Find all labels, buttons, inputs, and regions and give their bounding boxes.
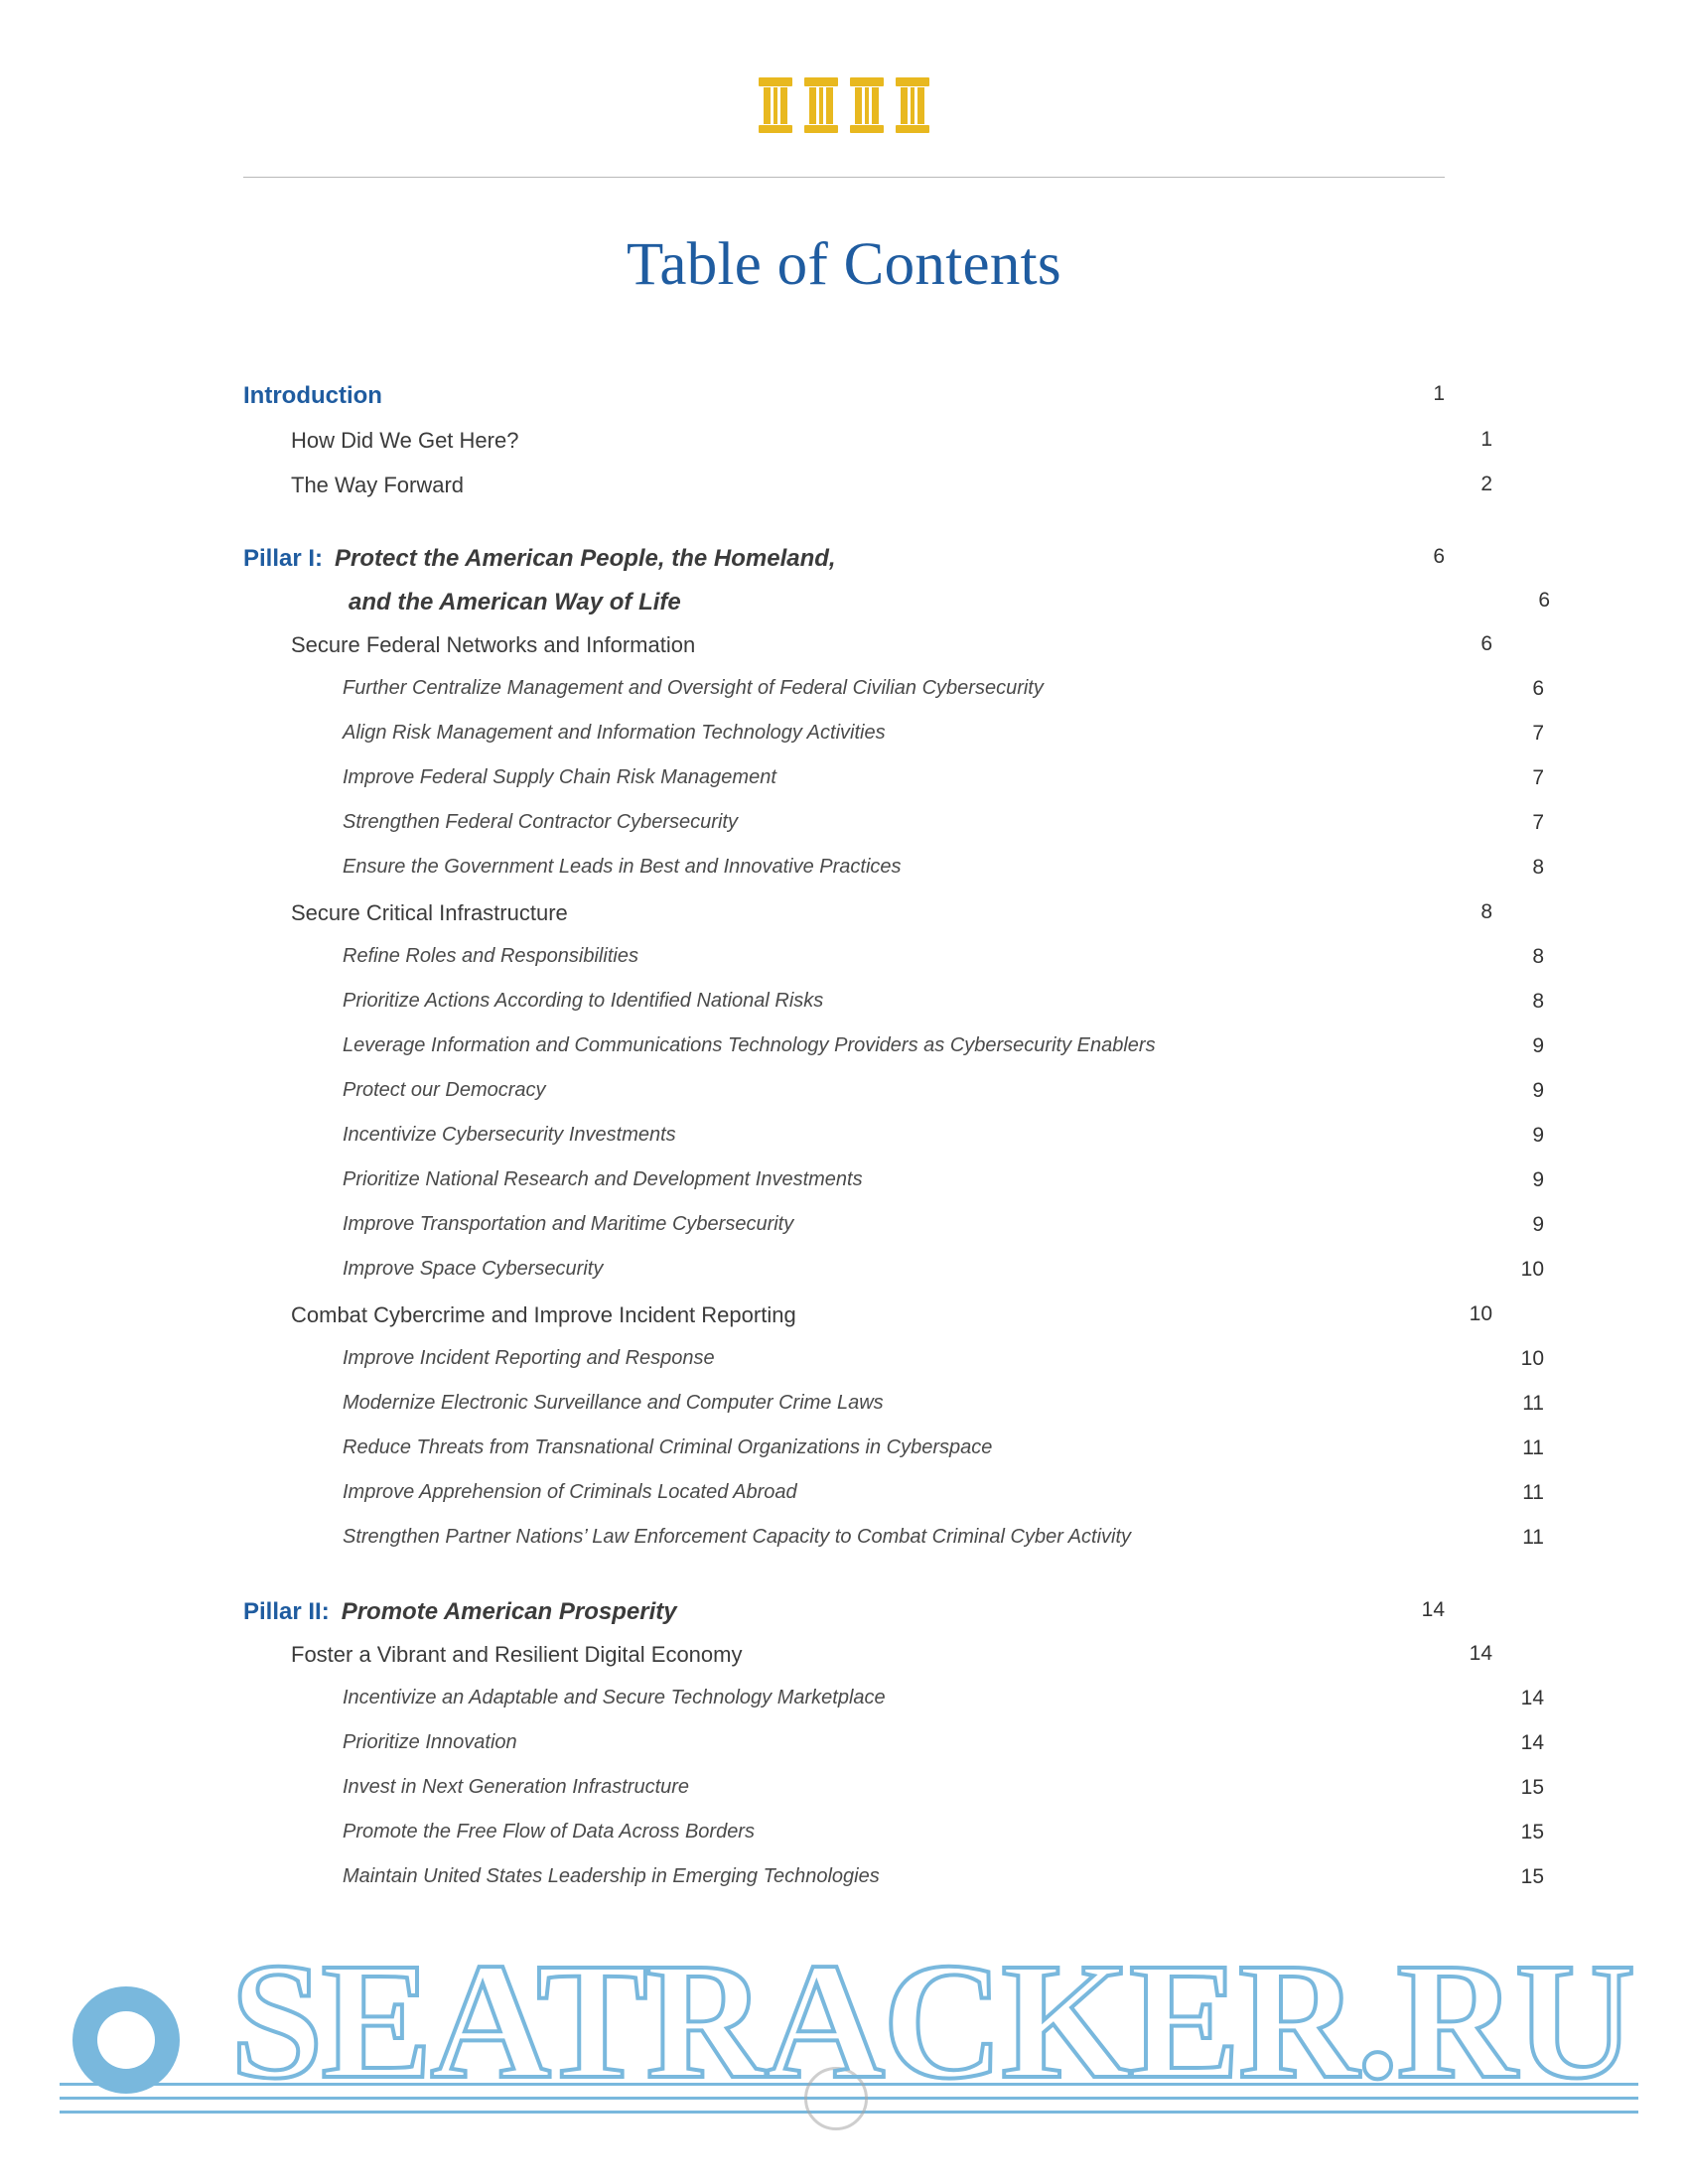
toc-section-introduction[interactable] bbox=[243, 382, 1445, 428]
toc-page-number: 11 bbox=[1522, 1392, 1544, 1415]
toc-label: Combat Cybercrime and Improve Incident Reporting bbox=[291, 1302, 796, 1327]
toc-subitem[interactable] bbox=[243, 1034, 1544, 1079]
toc-page-number: 9 bbox=[1532, 1213, 1544, 1236]
toc-page-number: 7 bbox=[1532, 811, 1544, 834]
toc-page-number: 15 bbox=[1520, 1865, 1544, 1888]
toc-subitem[interactable] bbox=[243, 1392, 1544, 1436]
toc-label: Strengthen Partner Nations’ Law Enforcement Capacity to Combat Criminal Cyber Activity bbox=[343, 1526, 1132, 1548]
toc-label: Maintain United States Leadership in Emerging Technologies bbox=[343, 1865, 880, 1887]
toc-item-how-did-we-get-here[interactable] bbox=[243, 428, 1492, 473]
toc-page-number: 9 bbox=[1532, 1124, 1544, 1147]
toc-subitem[interactable] bbox=[243, 856, 1544, 900]
toc-label: Protect our Democracy bbox=[343, 1079, 546, 1101]
toc-label: Promote the Free Flow of Data Across Borders bbox=[343, 1821, 755, 1843]
toc-item-foster-digital-economy[interactable] bbox=[243, 1642, 1492, 1687]
toc-subitem[interactable] bbox=[243, 1213, 1544, 1258]
toc-page-number: 14 bbox=[1520, 1687, 1544, 1709]
toc-pillar-label: Pillar I: bbox=[243, 545, 324, 572]
toc-label: The Way Forward bbox=[291, 473, 465, 497]
toc-subitem[interactable] bbox=[243, 1821, 1544, 1865]
toc-label: Modernize Electronic Surveillance and Computer Crime Laws bbox=[343, 1392, 884, 1414]
toc-subitem[interactable] bbox=[243, 811, 1544, 856]
toc-subitem[interactable] bbox=[243, 1526, 1544, 1570]
toc-page-number: 9 bbox=[1532, 1079, 1544, 1102]
toc-subitem[interactable] bbox=[243, 1776, 1544, 1821]
page-title: Table of Contents bbox=[627, 231, 1061, 298]
toc-page-number: 9 bbox=[1532, 1168, 1544, 1191]
watermark-lines bbox=[60, 2083, 1638, 2122]
toc-label: Prioritize National Research and Development Investments bbox=[343, 1168, 863, 1190]
toc-page-number: 1 bbox=[1480, 428, 1492, 451]
toc-subitem[interactable] bbox=[243, 1687, 1544, 1731]
toc-page-number: 10 bbox=[1520, 1347, 1544, 1370]
sun-logo-icon bbox=[22, 1936, 230, 2144]
toc-subitem[interactable] bbox=[243, 990, 1544, 1034]
toc-pillar-label: Pillar II: bbox=[243, 1598, 330, 1625]
pillar-icon bbox=[759, 77, 792, 133]
toc-label: Incentivize Cybersecurity Investments bbox=[343, 1124, 676, 1146]
toc-pillar-title: Protect the American People, the Homeland, bbox=[335, 545, 836, 572]
toc-label: Introduction bbox=[243, 382, 382, 409]
toc-page-number: 10 bbox=[1520, 1258, 1544, 1281]
toc-label: Improve Apprehension of Criminals Located Abroad bbox=[343, 1481, 797, 1503]
toc-label: Align Risk Management and Information Technology Activities bbox=[343, 722, 886, 744]
toc-label: Prioritize Actions According to Identified National Risks bbox=[343, 990, 824, 1012]
pillar-icon bbox=[850, 77, 884, 133]
toc-label: Foster a Vibrant and Resilient Digital Economy bbox=[291, 1642, 743, 1667]
toc-item-the-way-forward[interactable] bbox=[243, 473, 1492, 517]
table-of-contents bbox=[243, 382, 1550, 1910]
toc-subitem[interactable] bbox=[243, 1865, 1544, 1910]
toc-page-number: 8 bbox=[1480, 900, 1492, 923]
watermark-text: SEATRACKER.RU bbox=[230, 1929, 1634, 2114]
toc-subitem[interactable] bbox=[243, 1481, 1544, 1526]
toc-page-number: 8 bbox=[1532, 990, 1544, 1013]
toc-page-number: 6 bbox=[1480, 632, 1492, 655]
toc-page-number: 14 bbox=[1469, 1642, 1492, 1665]
toc-label: Secure Federal Networks and Information bbox=[291, 632, 696, 657]
toc-label: Improve Incident Reporting and Response bbox=[343, 1347, 715, 1369]
toc-label: How Did We Get Here? bbox=[291, 428, 519, 453]
toc-page-number: 15 bbox=[1520, 1776, 1544, 1799]
toc-pillar-title: Promote American Prosperity bbox=[341, 1598, 677, 1625]
toc-subitem[interactable] bbox=[243, 1079, 1544, 1124]
toc-subitem[interactable] bbox=[243, 1258, 1544, 1302]
watermark-overlay bbox=[0, 1916, 1688, 2184]
toc-page-number: 8 bbox=[1532, 856, 1544, 879]
toc-label: Improve Federal Supply Chain Risk Management bbox=[343, 766, 776, 788]
four-pillars-icon bbox=[0, 77, 1688, 133]
toc-label: Prioritize Innovation bbox=[343, 1731, 517, 1753]
toc-label: Incentivize an Adaptable and Secure Technology Marketplace bbox=[343, 1687, 886, 1708]
toc-pillar-2[interactable] bbox=[243, 1598, 1445, 1642]
toc-label: Ensure the Government Leads in Best and Innovative Practices bbox=[343, 856, 902, 878]
toc-label: Improve Space Cybersecurity bbox=[343, 1258, 604, 1280]
toc-subitem[interactable] bbox=[243, 1124, 1544, 1168]
toc-pillar-title: and the American Way of Life bbox=[349, 589, 681, 615]
toc-page-number: 11 bbox=[1522, 1481, 1544, 1504]
toc-page-number: 10 bbox=[1469, 1302, 1492, 1325]
toc-page-number: 14 bbox=[1520, 1731, 1544, 1754]
toc-page-number: 9 bbox=[1532, 1034, 1544, 1057]
toc-page-number: 6 bbox=[1433, 545, 1445, 568]
toc-page-number: 8 bbox=[1532, 945, 1544, 968]
toc-subitem[interactable] bbox=[243, 722, 1544, 766]
toc-pillar-1[interactable] bbox=[243, 545, 1445, 589]
toc-label: Improve Transportation and Maritime Cybersecurity bbox=[343, 1213, 794, 1235]
toc-subitem[interactable] bbox=[243, 1436, 1544, 1481]
toc-page-number: 1 bbox=[1433, 382, 1445, 405]
toc-subitem[interactable] bbox=[243, 677, 1544, 722]
document-seal-icon bbox=[804, 2067, 868, 2130]
toc-page-number: 14 bbox=[1421, 1598, 1445, 1621]
pillar-icon bbox=[896, 77, 929, 133]
toc-label: Strengthen Federal Contractor Cybersecurity bbox=[343, 811, 738, 833]
toc-page-number: 2 bbox=[1480, 473, 1492, 495]
toc-item-secure-critical-infrastructure[interactable] bbox=[243, 900, 1492, 945]
pillar-icon bbox=[804, 77, 838, 133]
toc-label: Reduce Threats from Transnational Criminal Organizations in Cyberspace bbox=[343, 1436, 993, 1458]
toc-label: Refine Roles and Responsibilities bbox=[343, 945, 638, 967]
toc-subitem[interactable] bbox=[243, 945, 1544, 990]
toc-subitem[interactable] bbox=[243, 766, 1544, 811]
toc-subitem[interactable] bbox=[243, 1347, 1544, 1392]
toc-page-number: 6 bbox=[1532, 677, 1544, 700]
toc-label: Secure Critical Infrastructure bbox=[291, 900, 568, 925]
toc-label: Invest in Next Generation Infrastructure bbox=[343, 1776, 690, 1798]
toc-label: Further Centralize Management and Oversight of Federal Civilian Cybersecurity bbox=[343, 677, 1044, 699]
toc-label: Leverage Information and Communications Technology Providers as Cybersecurity Enablers bbox=[343, 1034, 1156, 1056]
toc-page-number: 15 bbox=[1520, 1821, 1544, 1843]
toc-subitem[interactable] bbox=[243, 1731, 1544, 1776]
toc-page-number: 7 bbox=[1532, 722, 1544, 745]
toc-page-number: 7 bbox=[1532, 766, 1544, 789]
header-divider bbox=[243, 177, 1445, 178]
toc-subitem[interactable] bbox=[243, 1168, 1544, 1213]
toc-pillar-1-title-line2[interactable] bbox=[243, 589, 1550, 632]
toc-page-number: 11 bbox=[1522, 1436, 1544, 1459]
toc-item-secure-federal-networks[interactable] bbox=[243, 632, 1492, 677]
toc-page-number: 6 bbox=[1538, 589, 1550, 612]
toc-page-number: 11 bbox=[1522, 1526, 1544, 1549]
toc-item-combat-cybercrime[interactable] bbox=[243, 1302, 1492, 1347]
